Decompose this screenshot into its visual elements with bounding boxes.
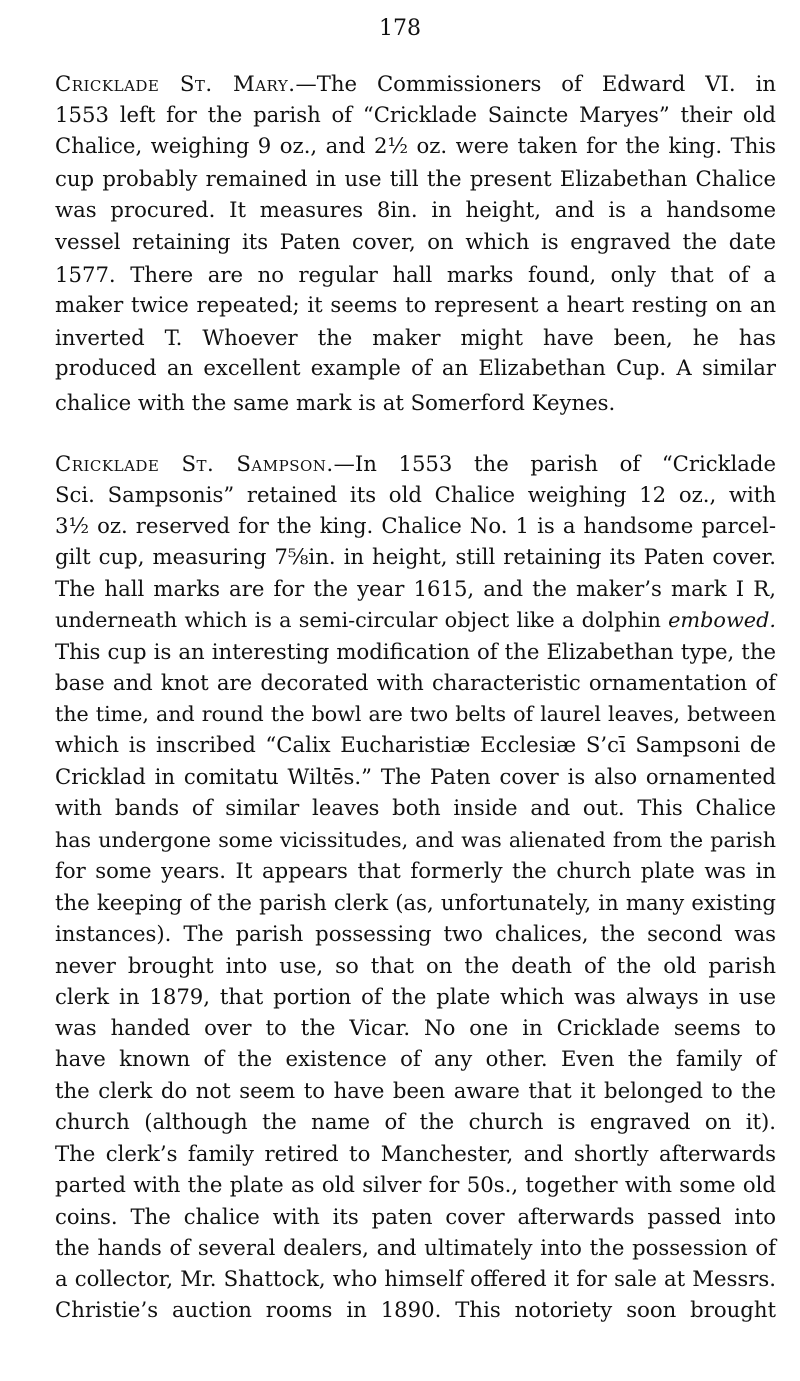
paragraph-line: was procured. It measures 8in. in height, and is a handsome	[55, 197, 776, 222]
paragraph-line: The hall marks are for the year 1615, and the maker’s mark I R,	[55, 576, 776, 601]
section-heading: Cricklade St. Mary.	[55, 71, 296, 96]
paragraph-line: Chalice, weighing 9 oz., and 2½ oz. were taken for the king. This	[55, 133, 776, 158]
paragraph-line: This cup is an interesting modification of the Elizabethan type, the	[55, 639, 776, 664]
paragraph-line: the clerk do not seem to have been aware that it belonged to the	[55, 1078, 776, 1103]
paragraph-line: the hands of several dealers, and ultimately into the possession of	[55, 1235, 776, 1260]
paragraph-line: the keeping of the parish clerk (as, unfortunately, in many existing	[55, 890, 776, 915]
paragraph-line: The clerk’s family retired to Manchester, and shortly afterwards	[55, 1141, 776, 1166]
paragraph-line: underneath which is a semi-circular object like a dolphin embowed.	[55, 608, 776, 632]
paragraph-line: Cricklade St. Sampson.—In 1553 the parish of “Cricklade	[55, 451, 777, 476]
paragraph-line: base and knot are decorated with characteristic ornamentation of	[55, 670, 776, 695]
paragraph-line: inverted T. Whoever the maker might have been, he has	[55, 325, 776, 350]
paragraph-line: with bands of similar leaves both inside and out. This Chalice	[55, 795, 776, 820]
paragraph-line: 3½ oz. reserved for the king. Chalice No. 1 is a handsome parcel-	[55, 513, 776, 538]
paragraph-line: Cricklad in comitatu Wiltēs.” The Paten cover is also ornamented	[55, 764, 776, 789]
paragraph-line: gilt cup, measuring 7⅝in. in height, still retaining its Paten cover.	[55, 544, 776, 569]
paragraph-line: which is inscribed “Calix Eucharistiæ Ecclesiæ S’cī Sampsoni de	[55, 732, 776, 757]
paragraph-line: never brought into use, so that on the death of the old parish	[55, 953, 776, 978]
paragraph-line: for some years. It appears that formerly the church plate was in	[55, 858, 776, 883]
italic-term: embowed.	[668, 608, 776, 632]
paragraph-line: was handed over to the Vicar. No one in Cricklade seems to	[55, 1015, 776, 1040]
paragraph-line: instances). The parish possessing two chalices, the second was	[55, 921, 776, 946]
paragraph-line: clerk in 1879, that portion of the plate which was always in use	[55, 984, 776, 1009]
paragraph-line: Sci. Sampsonis” retained its old Chalice weighing 12 oz., with	[55, 482, 776, 507]
paragraph-line: parted with the plate as old silver for 50s., together with some old	[55, 1172, 776, 1197]
paragraph-line: maker twice repeated; it seems to represent a heart resting on an	[55, 292, 776, 317]
paragraph-line: Cricklade St. Mary.—The Commissioners of Edward VI. in	[55, 71, 777, 96]
paragraph-line: 1577. There are no regular hall marks found, only that of a	[55, 262, 776, 287]
paragraph-line: produced an excellent example of an Elizabethan Cup. A similar	[55, 355, 776, 380]
paragraph-line: church (although the name of the church is engraved on it).	[55, 1109, 776, 1134]
paragraph-line: have known of the existence of any other. Even the family of	[55, 1046, 776, 1071]
paragraph-line: a collector, Mr. Shattock, who himself offered it for sale at Messrs.	[55, 1266, 776, 1291]
paragraph-line: chalice with the same mark is at Somerford Keynes.	[55, 390, 616, 415]
paragraph-line: vessel retaining its Paten cover, on which is engraved the date	[55, 229, 776, 254]
section-heading: Cricklade St. Sampson.	[55, 451, 334, 476]
paragraph-line: 1553 left for the parish of “Cricklade Saincte Maryes” their old	[55, 102, 776, 127]
paragraph-line: the time, and round the bowl are two belts of laurel leaves, between	[55, 702, 776, 726]
paragraph-line: coins. The chalice with its paten cover afterwards passed into	[55, 1204, 776, 1229]
paragraph-line: cup probably remained in use till the present Elizabethan Chalice	[55, 166, 776, 191]
paragraph-line: has undergone some vicissitudes, and was alienated from the parish	[55, 828, 776, 852]
paragraph-line: Christie’s auction rooms in 1890. This notoriety soon brought	[55, 1297, 776, 1322]
page-number: 178	[379, 16, 421, 41]
